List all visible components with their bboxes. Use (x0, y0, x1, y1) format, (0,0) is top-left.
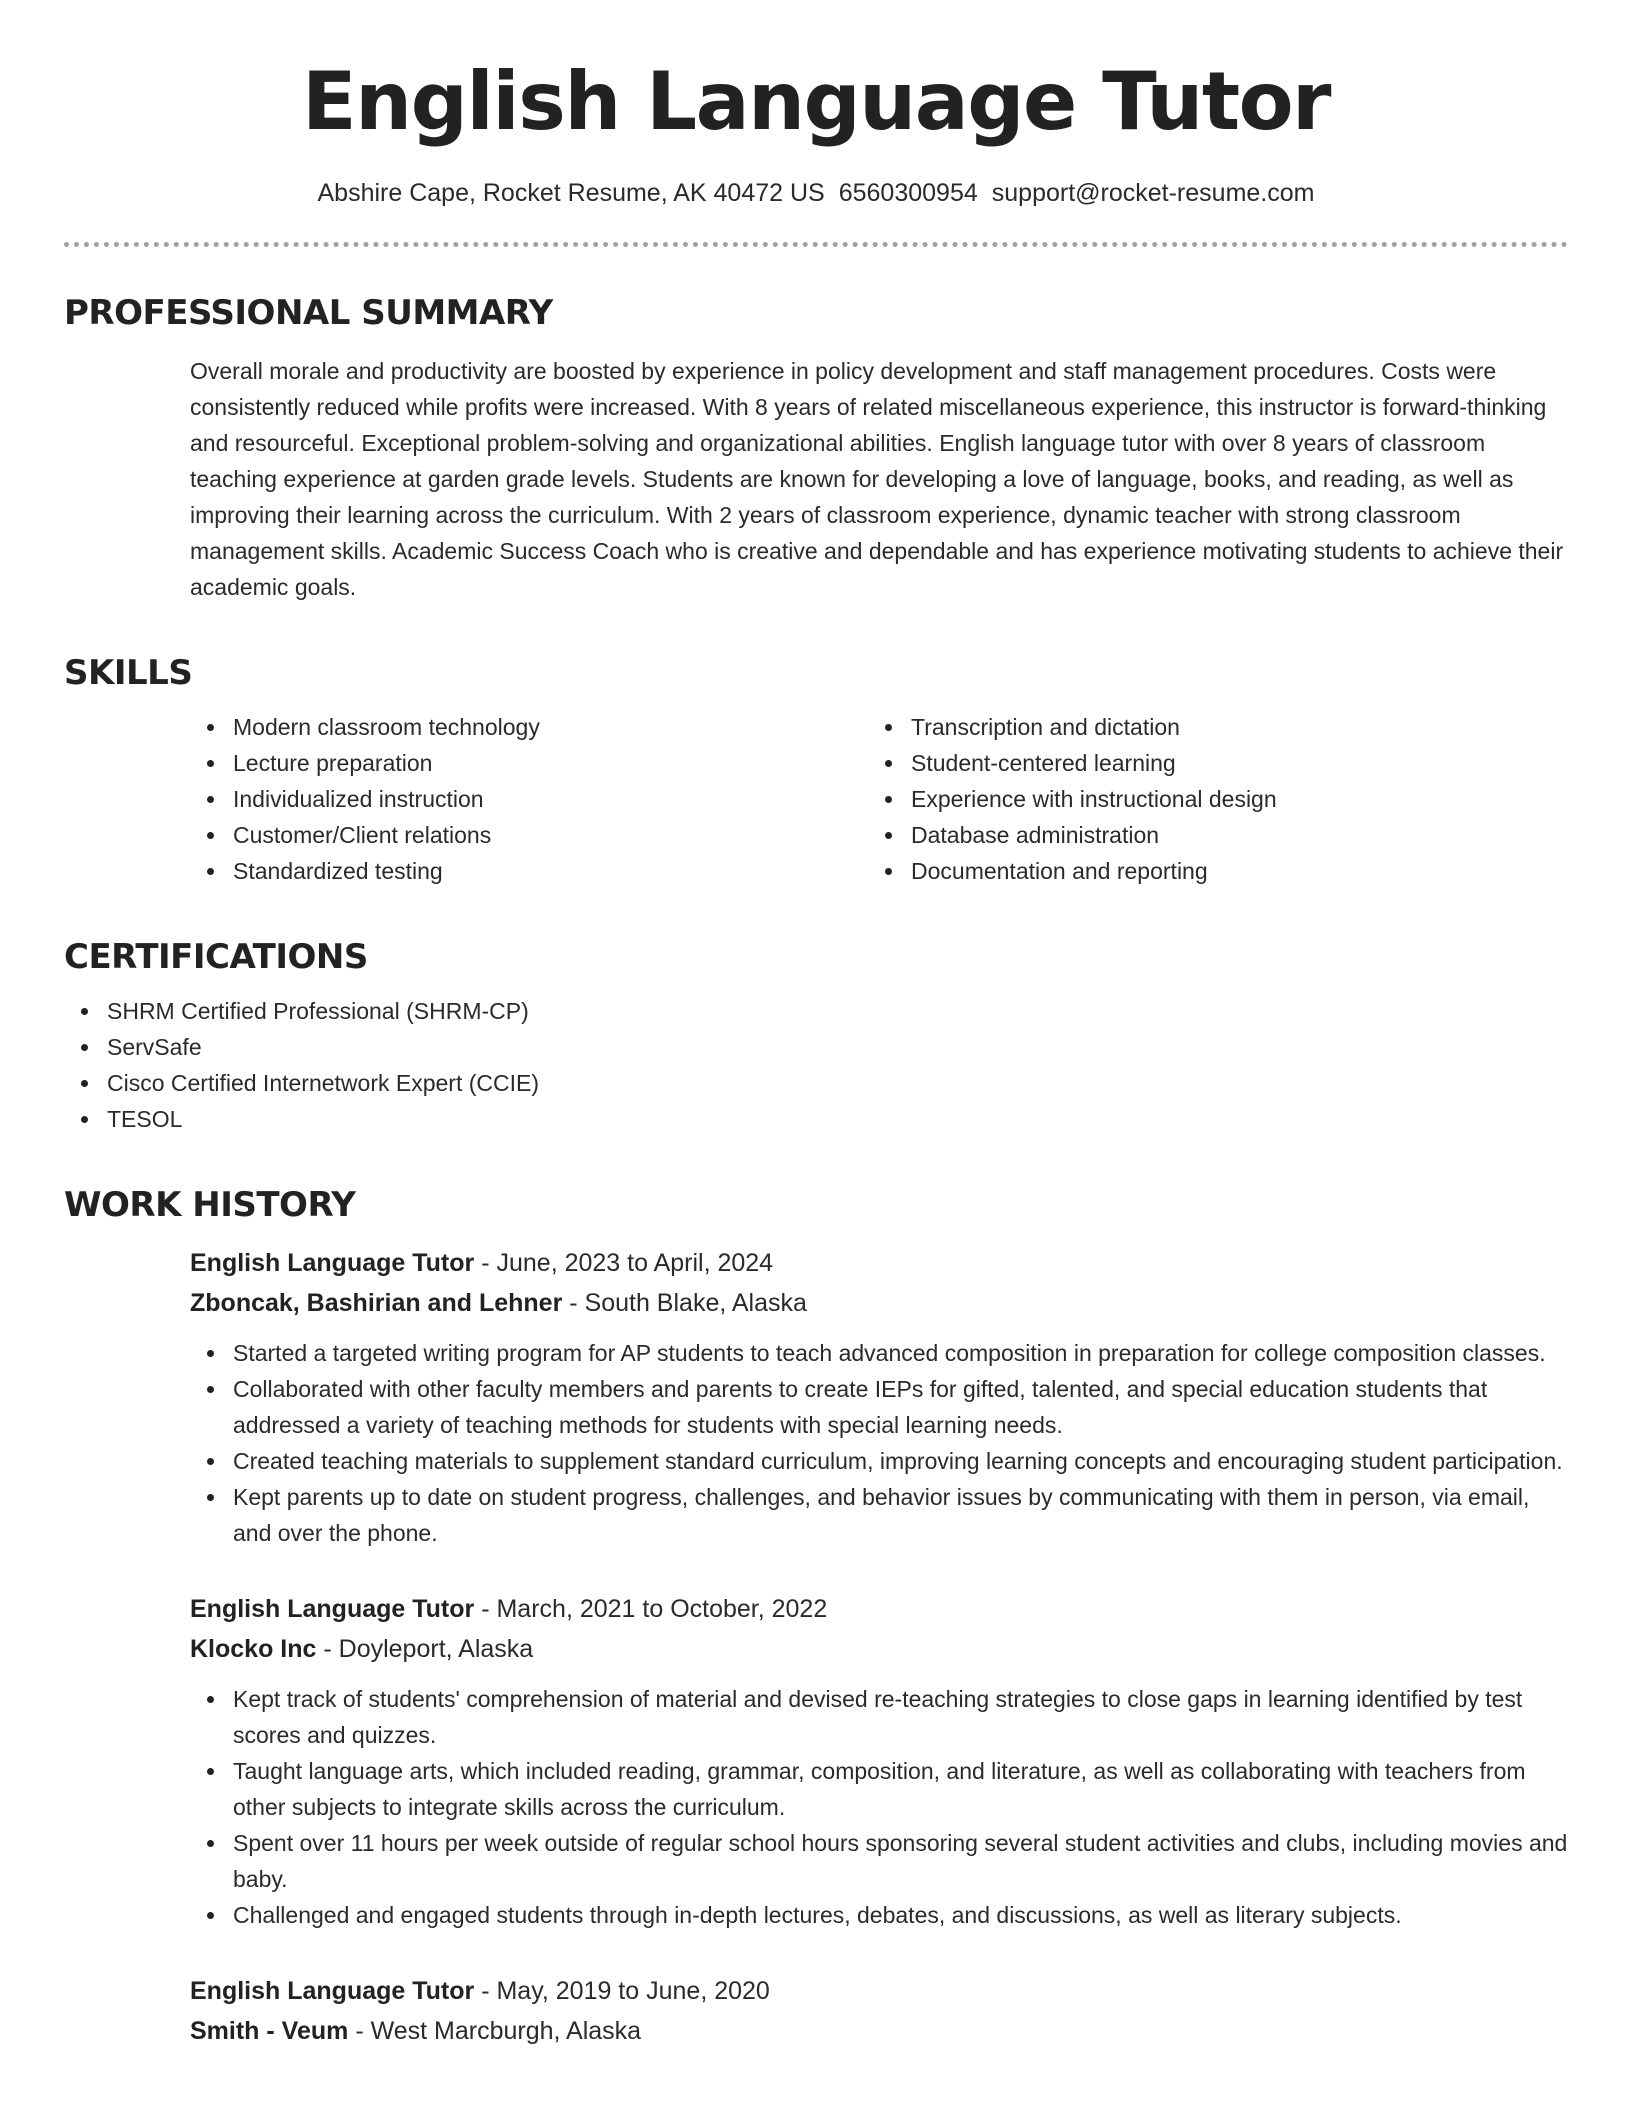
contact-phone: 6560300954 (838, 179, 978, 207)
job-duty: Taught language arts, which included reading, grammar, composition, and literature, as well as collaborating with teachers from other subjects to integrate skills across the curriculum. (190, 1753, 1568, 1825)
job-duties-list (190, 1335, 1568, 1551)
job-position: English Language Tutor (190, 1249, 475, 1277)
summary-text: Overall morale and productivity are boosted by experience in policy development and staff management procedures. Costs were consistently reduced while profits were increased. With 8 years of related miscellaneous experience, this instructor is forward-thinking and resourceful. Exceptional problem-solving and organizational abilities. English language tutor with over 8 years of classroom teaching experience at garden grade levels. Students are known for developing a love of language, books, and reading, as well as improving their learning across the curriculum. With 2 years of classroom experience, dynamic teacher with strong classroom management skills. Academic Success Coach who is creative and dependable and has experience motivating students to achieve their academic goals. (190, 358, 1564, 600)
job-company-line (190, 1283, 1568, 1323)
job-location: - West Marcburgh, Alaska (348, 2017, 642, 2045)
skill-item: Documentation and reporting (868, 853, 1546, 889)
skills-column-left (190, 709, 868, 889)
skill-item: Lecture preparation (190, 745, 868, 781)
job-duty: Collaborated with other faculty members and parents to create IEPs for gifted, talented, and special education students that addressed a variety of teaching methods for students with special learning needs. (190, 1371, 1568, 1443)
job-duty: Spent over 11 hours per week outside of regular school hours sponsoring several student activities and clubs, including movies and baby. (190, 1825, 1568, 1897)
contact-email: support@rocket-resume.com (991, 179, 1315, 207)
job-duty: Started a targeted writing program for AP students to teach advanced composition in preparation for college composition classes. (190, 1335, 1568, 1371)
summary-section (64, 291, 1568, 605)
certifications-heading: CERTIFICATIONS (64, 937, 368, 977)
job-title-line (190, 1589, 1568, 1629)
skills-column-right (868, 709, 1546, 889)
skill-item: Database administration (868, 817, 1546, 853)
work-history-heading: WORK HISTORY (64, 1185, 356, 1225)
skill-item: Standardized testing (190, 853, 868, 889)
skills-list-left (190, 709, 868, 889)
certification-item: SHRM Certified Professional (SHRM-CP) (64, 993, 1568, 1029)
header-divider (64, 242, 1568, 247)
candidate-name: English Language Tutor (301, 55, 1330, 148)
job-position: English Language Tutor (190, 1595, 475, 1623)
certifications-section (64, 935, 1568, 1137)
contact-line (64, 176, 1568, 210)
job-duty: Kept parents up to date on student progress, challenges, and behavior issues by communicating with them in person, via email, and over the phone. (190, 1479, 1568, 1551)
job-company-line (190, 2011, 1568, 2051)
job-location: - Doyleport, Alaska (316, 1635, 534, 1663)
job-dates: - March, 2021 to October, 2022 (474, 1595, 828, 1623)
skills-grid (190, 709, 1568, 889)
certification-item: TESOL (64, 1101, 1568, 1137)
job-position: English Language Tutor (190, 1977, 475, 2005)
job-dates: - May, 2019 to June, 2020 (474, 1977, 770, 2005)
work-history-section (64, 1183, 1568, 2051)
job-location: - South Blake, Alaska (562, 1289, 807, 1317)
job-company-line (190, 1629, 1568, 1669)
skills-heading: SKILLS (64, 653, 193, 693)
job-entry (190, 1589, 1568, 1933)
job-dates: - June, 2023 to April, 2024 (474, 1249, 774, 1277)
contact-address: Abshire Cape, Rocket Resume, AK 40472 US (317, 179, 825, 207)
summary-heading: PROFESSIONAL SUMMARY (64, 293, 553, 333)
skills-list-right (868, 709, 1546, 889)
skill-item: Transcription and dictation (868, 709, 1546, 745)
skill-item: Student-centered learning (868, 745, 1546, 781)
skill-item: Experience with instructional design (868, 781, 1546, 817)
job-entry (190, 1243, 1568, 1551)
certification-item: ServSafe (64, 1029, 1568, 1065)
job-duty: Created teaching materials to supplement standard curriculum, improving learning concepts and encouraging student participation. (190, 1443, 1568, 1479)
job-company: Smith - Veum (190, 2017, 349, 2045)
skill-item: Individualized instruction (190, 781, 868, 817)
job-duty: Challenged and engaged students through in-depth lectures, debates, and discussions, as well as literary subjects. (190, 1897, 1568, 1933)
job-company: Zboncak, Bashirian and Lehner (190, 1289, 563, 1317)
job-company: Klocko Inc (190, 1635, 317, 1663)
certification-item: Cisco Certified Internetwork Expert (CCIE) (64, 1065, 1568, 1101)
skill-item: Modern classroom technology (190, 709, 868, 745)
job-entry (190, 1971, 1568, 2051)
certifications-list (64, 993, 1568, 1137)
job-title-line (190, 1971, 1568, 2011)
skill-item: Customer/Client relations (190, 817, 868, 853)
job-title-line (190, 1243, 1568, 1283)
skills-section (64, 651, 1568, 889)
job-duties-list (190, 1681, 1568, 1933)
job-duty: Kept track of students' comprehension of material and devised re-teaching strategies to close gaps in learning identified by test scores and quizzes. (190, 1681, 1568, 1753)
